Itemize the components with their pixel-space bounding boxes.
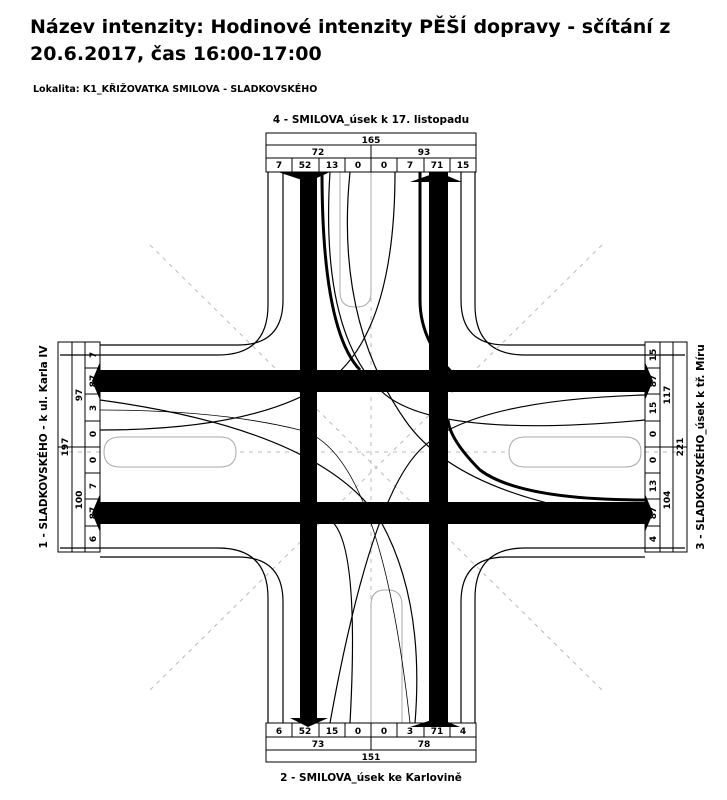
south-total: 151 [361, 753, 381, 763]
page-title: Název intenzity: Hodinové intenzity PĚŠÍ dopravy - sčítání z 20.6.2017, čas 16:00-17:00 [30, 16, 671, 65]
north-arm-label: 4 - SMILOVA_úsek k 17. listopadu [272, 114, 470, 126]
east-cell: 87 [649, 374, 659, 388]
west-cell: 0 [89, 456, 99, 464]
north-cell: 13 [325, 161, 339, 171]
traffic-islands [104, 172, 641, 723]
north-total: 165 [361, 136, 381, 146]
north-cell: 15 [456, 161, 470, 171]
south-cell: 0 [380, 727, 388, 737]
south-cell: 15 [325, 727, 339, 737]
east-cell: 15 [649, 348, 659, 362]
east-cell: 0 [649, 456, 659, 464]
location-label: Lokalita: K1_KŘIŽOVATKA SMILOVA - SLADKOVSKÉHO [33, 84, 318, 95]
north-cell: 7 [406, 161, 414, 171]
west-cell: 87 [89, 374, 99, 388]
north-cell: 0 [380, 161, 388, 171]
east-cell: 0 [649, 430, 659, 438]
south-cell: 0 [354, 727, 362, 737]
south-cell: 4 [459, 727, 467, 737]
north-cells [276, 161, 469, 171]
south-cell: 52 [298, 727, 312, 737]
north-cell: 52 [298, 161, 312, 171]
east-cell: 15 [649, 401, 659, 415]
south-arm-label: 2 - SMILOVA_úsek ke Karlovině [280, 772, 462, 784]
north-group-left: 72 [311, 148, 325, 158]
south-group-right: 78 [417, 740, 431, 750]
north-cell: 0 [354, 161, 362, 171]
east-cells [649, 349, 659, 542]
east-cell: 4 [649, 535, 659, 543]
west-cell: 6 [89, 535, 99, 543]
west-total: 197 [61, 437, 71, 457]
west-group-top: 97 [75, 388, 85, 402]
west-cell: 0 [89, 430, 99, 438]
west-arm-label: 1 - SLADKOVSKÉHO - k ul. Karla IV [38, 345, 50, 549]
south-cell: 71 [430, 727, 444, 737]
south-cell: 3 [406, 727, 414, 737]
south-group-left: 73 [311, 740, 325, 750]
east-cell: 13 [649, 479, 659, 493]
north-cell: 7 [275, 161, 283, 171]
west-cell: 7 [89, 482, 99, 490]
east-cell: 87 [649, 506, 659, 520]
west-cell: 87 [89, 506, 99, 520]
east-arm-label: 3 - SLADKOVSKÉHO_úsek k tř. Míru [695, 344, 707, 550]
west-cell: 3 [89, 404, 99, 412]
east-total: 221 [676, 437, 686, 457]
south-cell: 6 [275, 727, 283, 737]
west-group-bottom: 100 [75, 490, 85, 510]
north-group-right: 93 [417, 148, 431, 158]
north-cell: 71 [430, 161, 444, 171]
east-group-bottom: 104 [663, 490, 673, 510]
east-group-top: 117 [663, 385, 673, 405]
west-cell: 7 [89, 351, 99, 359]
